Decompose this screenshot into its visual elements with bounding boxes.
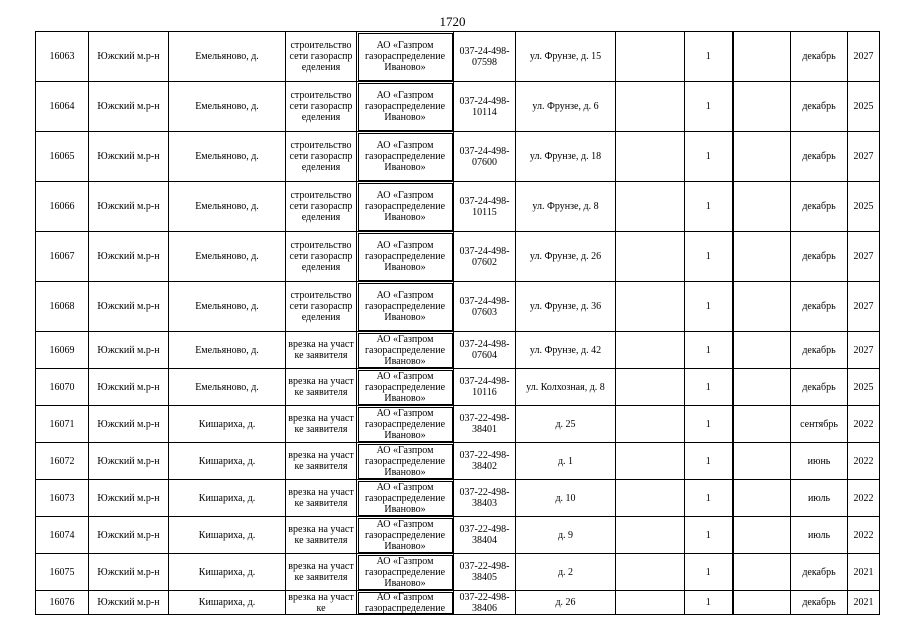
- count-cell: 1: [685, 282, 733, 332]
- row-number-cell: 16068: [36, 282, 89, 332]
- organization-cell: АО «Газпром газораспределение Иваново»: [357, 332, 454, 369]
- empty-cell: [733, 591, 791, 615]
- settlement-cell: Кишариха, д.: [169, 480, 286, 517]
- empty-cell: [616, 406, 685, 443]
- organization-cell: АО «Газпром газораспределение Иваново»: [357, 554, 454, 591]
- work-type-cell: строительство сети газораспределения: [286, 182, 357, 232]
- table-row: [36, 554, 880, 591]
- month-cell: декабрь: [791, 182, 848, 232]
- settlement-cell: Емельяново, д.: [169, 32, 286, 82]
- address-cell: ул. Фрунзе, д. 26: [516, 232, 616, 282]
- district-cell: Южский м.р-н: [89, 480, 169, 517]
- table-row: [36, 182, 880, 232]
- empty-cell: [733, 232, 791, 282]
- month-cell: декабрь: [791, 369, 848, 406]
- organization-cell: АО «Газпром газораспределение Иваново»: [357, 443, 454, 480]
- count-cell: 1: [685, 591, 733, 615]
- count-cell: 1: [685, 369, 733, 406]
- settlement-cell: Кишариха, д.: [169, 517, 286, 554]
- page-number: 1720: [439, 14, 466, 29]
- address-cell: ул. Фрунзе, д. 8: [516, 182, 616, 232]
- district-cell: Южский м.р-н: [89, 32, 169, 82]
- table-row: [36, 443, 880, 480]
- count-cell: 1: [685, 443, 733, 480]
- count-cell: 1: [685, 406, 733, 443]
- table-row: [36, 132, 880, 182]
- organization-cell: АО «Газпром газораспределение Иваново»: [357, 132, 454, 182]
- settlement-cell: Кишариха, д.: [169, 443, 286, 480]
- count-cell: 1: [685, 32, 733, 82]
- empty-cell: [733, 443, 791, 480]
- request-number-cell: 037-24-498-10116: [454, 369, 516, 406]
- year-cell: 2025: [848, 182, 880, 232]
- empty-cell: [616, 443, 685, 480]
- work-type-cell: строительство сети газораспределения: [286, 282, 357, 332]
- organization-cell: АО «Газпром газораспределение Иваново»: [357, 406, 454, 443]
- settlement-cell: Емельяново, д.: [169, 132, 286, 182]
- row-number-cell: 16072: [36, 443, 89, 480]
- district-cell: Южский м.р-н: [89, 443, 169, 480]
- request-number-cell: 037-22-498-38402: [454, 443, 516, 480]
- request-number-cell: 037-24-498-07603: [454, 282, 516, 332]
- row-number-cell: 16075: [36, 554, 89, 591]
- year-cell: 2022: [848, 406, 880, 443]
- address-cell: ул. Фрунзе, д. 6: [516, 82, 616, 132]
- address-cell: ул. Фрунзе, д. 15: [516, 32, 616, 82]
- year-cell: 2021: [848, 591, 880, 615]
- address-cell: ул. Фрунзе, д. 18: [516, 132, 616, 182]
- row-number-cell: 16065: [36, 132, 89, 182]
- settlement-cell: Кишариха, д.: [169, 554, 286, 591]
- table-row: [36, 480, 880, 517]
- work-type-cell: врезка на участке заявителя: [286, 554, 357, 591]
- month-cell: декабрь: [791, 32, 848, 82]
- month-cell: июнь: [791, 443, 848, 480]
- settlement-cell: Емельяново, д.: [169, 332, 286, 369]
- work-type-cell: строительство сети газораспределения: [286, 82, 357, 132]
- empty-cell: [733, 32, 791, 82]
- row-number-cell: 16073: [36, 480, 89, 517]
- month-cell: декабрь: [791, 282, 848, 332]
- empty-cell: [733, 182, 791, 232]
- empty-cell: [616, 32, 685, 82]
- request-number-cell: 037-22-498-38403: [454, 480, 516, 517]
- district-cell: Южский м.р-н: [89, 406, 169, 443]
- table-row: [36, 406, 880, 443]
- year-cell: 2025: [848, 369, 880, 406]
- work-type-cell: строительство сети газораспределения: [286, 132, 357, 182]
- empty-cell: [616, 480, 685, 517]
- table-row: [36, 591, 880, 615]
- request-number-cell: 037-22-498-38401: [454, 406, 516, 443]
- month-cell: декабрь: [791, 132, 848, 182]
- empty-cell: [733, 406, 791, 443]
- organization-cell: АО «Газпром газораспределение Иваново»: [357, 32, 454, 82]
- district-cell: Южский м.р-н: [89, 182, 169, 232]
- work-type-cell: врезка на участке заявителя: [286, 406, 357, 443]
- request-number-cell: 037-24-498-10115: [454, 182, 516, 232]
- district-cell: Южский м.р-н: [89, 369, 169, 406]
- settlement-cell: Емельяново, д.: [169, 82, 286, 132]
- empty-cell: [733, 480, 791, 517]
- year-cell: 2022: [848, 443, 880, 480]
- organization-cell: АО «Газпром газораспределение: [357, 591, 454, 615]
- address-cell: д. 9: [516, 517, 616, 554]
- month-cell: июль: [791, 480, 848, 517]
- empty-cell: [616, 182, 685, 232]
- organization-cell: АО «Газпром газораспределение Иваново»: [357, 282, 454, 332]
- row-number-cell: 16067: [36, 232, 89, 282]
- request-number-cell: 037-24-498-07600: [454, 132, 516, 182]
- empty-cell: [616, 82, 685, 132]
- district-cell: Южский м.р-н: [89, 282, 169, 332]
- year-cell: 2025: [848, 82, 880, 132]
- count-cell: 1: [685, 517, 733, 554]
- year-cell: 2022: [848, 480, 880, 517]
- district-cell: Южский м.р-н: [89, 591, 169, 615]
- district-cell: Южский м.р-н: [89, 82, 169, 132]
- empty-cell: [616, 517, 685, 554]
- address-cell: ул. Фрунзе, д. 42: [516, 332, 616, 369]
- organization-cell: АО «Газпром газораспределение Иваново»: [357, 517, 454, 554]
- year-cell: 2027: [848, 332, 880, 369]
- empty-cell: [733, 132, 791, 182]
- row-number-cell: 16074: [36, 517, 89, 554]
- request-number-cell: 037-22-498-38404: [454, 517, 516, 554]
- month-cell: декабрь: [791, 232, 848, 282]
- row-number-cell: 16063: [36, 32, 89, 82]
- count-cell: 1: [685, 132, 733, 182]
- year-cell: 2027: [848, 282, 880, 332]
- settlement-cell: Емельяново, д.: [169, 369, 286, 406]
- empty-cell: [616, 282, 685, 332]
- work-type-cell: врезка на участке заявителя: [286, 332, 357, 369]
- work-type-cell: врезка на участке заявителя: [286, 517, 357, 554]
- month-cell: декабрь: [791, 591, 848, 615]
- district-cell: Южский м.р-н: [89, 232, 169, 282]
- month-cell: декабрь: [791, 82, 848, 132]
- empty-cell: [616, 132, 685, 182]
- settlement-cell: Кишариха, д.: [169, 591, 286, 615]
- month-cell: декабрь: [791, 332, 848, 369]
- work-type-cell: строительство сети газораспределения: [286, 232, 357, 282]
- request-number-cell: 037-24-498-07598: [454, 32, 516, 82]
- settlement-cell: Емельяново, д.: [169, 182, 286, 232]
- address-cell: д. 25: [516, 406, 616, 443]
- month-cell: сентябрь: [791, 406, 848, 443]
- address-cell: д. 10: [516, 480, 616, 517]
- year-cell: 2027: [848, 232, 880, 282]
- table-row: [36, 282, 880, 332]
- empty-cell: [616, 554, 685, 591]
- address-cell: ул. Колхозная, д. 8: [516, 369, 616, 406]
- district-cell: Южский м.р-н: [89, 554, 169, 591]
- empty-cell: [616, 232, 685, 282]
- empty-cell: [733, 517, 791, 554]
- gasification-table: [35, 31, 880, 615]
- district-cell: Южский м.р-н: [89, 132, 169, 182]
- count-cell: 1: [685, 82, 733, 132]
- settlement-cell: Кишариха, д.: [169, 406, 286, 443]
- empty-cell: [616, 332, 685, 369]
- row-number-cell: 16071: [36, 406, 89, 443]
- year-cell: 2027: [848, 132, 880, 182]
- row-number-cell: 16076: [36, 591, 89, 615]
- request-number-cell: 037-24-498-07602: [454, 232, 516, 282]
- organization-cell: АО «Газпром газораспределение Иваново»: [357, 82, 454, 132]
- row-number-cell: 16069: [36, 332, 89, 369]
- empty-cell: [616, 369, 685, 406]
- count-cell: 1: [685, 232, 733, 282]
- row-number-cell: 16070: [36, 369, 89, 406]
- month-cell: декабрь: [791, 554, 848, 591]
- table-row: [36, 82, 880, 132]
- organization-cell: АО «Газпром газораспределение Иваново»: [357, 369, 454, 406]
- address-cell: ул. Фрунзе, д. 36: [516, 282, 616, 332]
- work-type-cell: врезка на участке заявителя: [286, 443, 357, 480]
- year-cell: 2022: [848, 517, 880, 554]
- table-row: [36, 232, 880, 282]
- count-cell: 1: [685, 182, 733, 232]
- request-number-cell: 037-22-498-38406: [454, 591, 516, 615]
- organization-cell: АО «Газпром газораспределение Иваново»: [357, 232, 454, 282]
- empty-cell: [733, 554, 791, 591]
- organization-cell: АО «Газпром газораспределение Иваново»: [357, 480, 454, 517]
- district-cell: Южский м.р-н: [89, 517, 169, 554]
- row-number-cell: 16064: [36, 82, 89, 132]
- address-cell: д. 1: [516, 443, 616, 480]
- year-cell: 2027: [848, 32, 880, 82]
- settlement-cell: Емельяново, д.: [169, 282, 286, 332]
- empty-cell: [733, 332, 791, 369]
- request-number-cell: 037-24-498-10114: [454, 82, 516, 132]
- row-number-cell: 16066: [36, 182, 89, 232]
- count-cell: 1: [685, 554, 733, 591]
- table-row: [36, 32, 880, 82]
- address-cell: д. 2: [516, 554, 616, 591]
- table-body: [36, 32, 880, 615]
- request-number-cell: 037-24-498-07604: [454, 332, 516, 369]
- organization-cell: АО «Газпром газораспределение Иваново»: [357, 182, 454, 232]
- table-row: [36, 332, 880, 369]
- settlement-cell: Емельяново, д.: [169, 232, 286, 282]
- empty-cell: [616, 591, 685, 615]
- year-cell: 2021: [848, 554, 880, 591]
- count-cell: 1: [685, 480, 733, 517]
- work-type-cell: врезка на участке: [286, 591, 357, 615]
- request-number-cell: 037-22-498-38405: [454, 554, 516, 591]
- empty-cell: [733, 82, 791, 132]
- count-cell: 1: [685, 332, 733, 369]
- address-cell: д. 26: [516, 591, 616, 615]
- empty-cell: [733, 282, 791, 332]
- work-type-cell: врезка на участке заявителя: [286, 369, 357, 406]
- table-row: [36, 369, 880, 406]
- work-type-cell: строительство сети газораспределения: [286, 32, 357, 82]
- table-row: [36, 517, 880, 554]
- empty-cell: [733, 369, 791, 406]
- district-cell: Южский м.р-н: [89, 332, 169, 369]
- work-type-cell: врезка на участке заявителя: [286, 480, 357, 517]
- month-cell: июль: [791, 517, 848, 554]
